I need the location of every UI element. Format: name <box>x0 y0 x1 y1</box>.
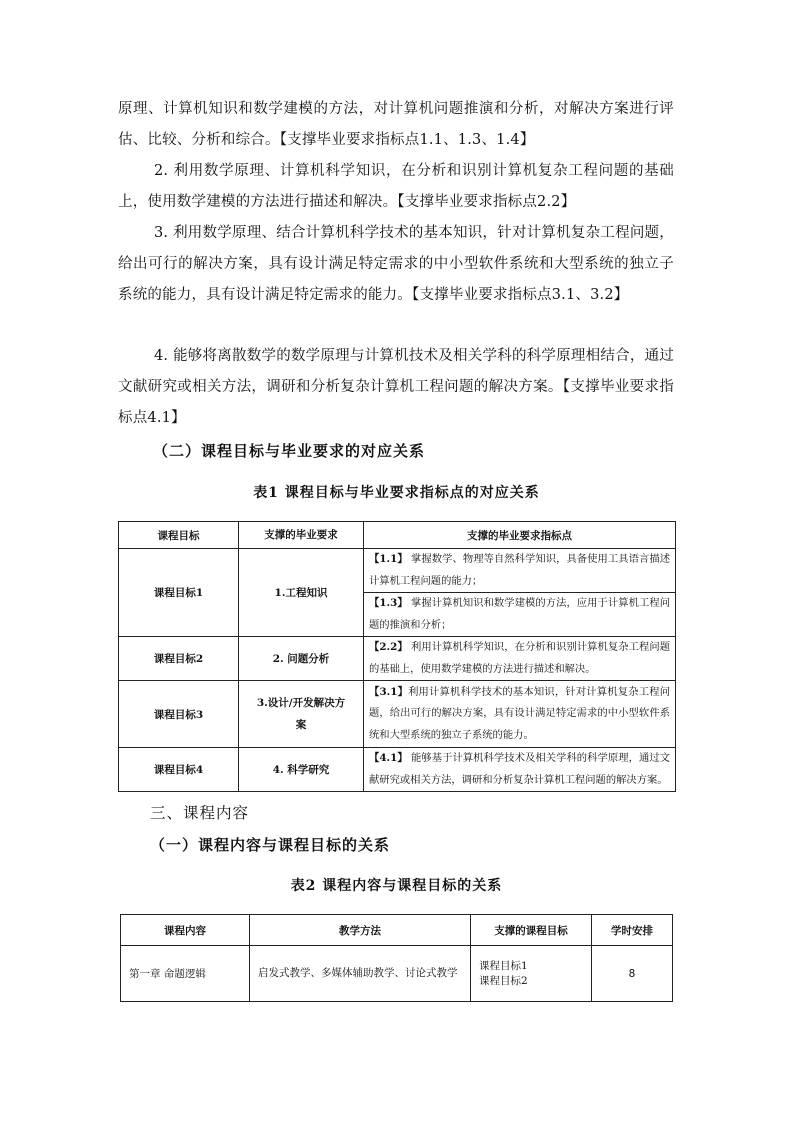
goal-item: 课程目标1 <box>479 959 528 972</box>
table-2 <box>120 914 673 1002</box>
section-heading-2: （二）课程目标与毕业要求的对应关系 <box>153 442 426 460</box>
section-heading-3-1: （一）课程内容与课程目标的关系 <box>150 836 391 854</box>
section-title-3: 三、课程内容 <box>150 804 250 822</box>
point-cell <box>364 748 676 792</box>
goal-cell: 课程目标4 <box>119 748 239 792</box>
point-tag: 【2.2】 <box>369 641 408 653</box>
req-cell: 3.设计/开发解决方案 <box>239 681 364 748</box>
paragraph-3: 4. 能够将离散数学的数学原理与计算机技术及相关学科的科学原理相结合，通过文献研究或相关方法，调研和分析复杂计算机工程问题的解决方案。【支撑毕业要求指标点4.1】 <box>118 348 674 426</box>
point-cell <box>364 637 676 681</box>
table1-header-req: 支撑的毕业要求 <box>239 522 364 549</box>
req-cell: 1.工程知识 <box>239 549 364 637</box>
hours-cell: 8 <box>592 946 673 1002</box>
table2-header-content: 课程内容 <box>121 915 250 946</box>
goal-item: 课程目标2 <box>479 974 528 987</box>
table1-header-points: 支撑的毕业要求指标点 <box>364 522 676 549</box>
paragraph-0: 原理、计算机知识和数学建模的方法，对计算机问题推演和分析，对解决方案进行评估、比较、分析和综合。【支撑毕业要求指标点1.1、1.3、1.4】 <box>118 101 674 148</box>
table-1 <box>118 521 676 792</box>
point-tag: 【3.1】 <box>369 685 409 698</box>
content-cell: 第一章 命题逻辑 <box>121 946 250 1002</box>
point-cell <box>364 549 676 593</box>
paragraph-2: 3. 利用数学原理、结合计算机科学技术的基本知识，针对计算机复杂工程问题，给出可行的解决方案，具有设计满足特定需求的中小型软件系统和大型系统的独立子系统的能力，具有设计满足特定需求的能力。【支撑毕业要求指标点3.1、3.2】 <box>118 225 674 303</box>
method-cell: 启发式教学、多媒体辅助教学、讨论式教学 <box>250 946 471 1002</box>
table-row <box>121 946 673 1002</box>
table-row <box>119 637 676 681</box>
table2-header-hours: 学时安排 <box>592 915 673 946</box>
goal-cell: 课程目标2 <box>119 637 239 681</box>
table1-caption: 表1 课程目标与毕业要求指标点的对应关系 <box>253 485 540 501</box>
table2-header-method: 教学方法 <box>250 915 471 946</box>
point-tag: 【4.1】 <box>369 752 408 764</box>
table2-header-row <box>121 915 673 946</box>
point-text: 掌握数学、物理等自然科学知识，具备使用工具语言描述计算机工程问题的能力； <box>369 553 670 587</box>
paragraph-1: 2. 利用数学原理、计算机科学知识，在分析和识别计算机复杂工程问题的基础上，使用数学建模的方法进行描述和解决。【支撑毕业要求指标点2.2】 <box>118 163 674 210</box>
req-cell: 4. 科学研究 <box>239 748 364 792</box>
point-text: 能够基于计算机科学技术及相关学科的科学原理，通过文献研究或相关方法，调研和分析复杂计算机工程问题的解决方案。 <box>369 752 670 786</box>
table1-header-goal: 课程目标 <box>119 522 239 549</box>
point-text: 利用计算机科学技术的基本知识，针对计算机复杂工程问题，给出可行的解决方案，具有设计满足特定需求的中小型软件系统和大型系统的独立子系统的能力。 <box>369 685 670 741</box>
point-cell <box>364 681 676 748</box>
point-tag: 【1.1】 <box>369 553 408 565</box>
goals-cell <box>471 946 592 1002</box>
point-text: 掌握计算机知识和数学建模的方法，应用于计算机工程问题的推演和分析； <box>369 597 670 631</box>
point-text: 利用计算机科学知识，在分析和识别计算机复杂工程问题的基础上，使用数学建模的方法进行描述和解决。 <box>369 641 670 675</box>
goal-cell: 课程目标3 <box>119 681 239 748</box>
point-cell <box>364 593 676 637</box>
goal-cell: 课程目标1 <box>119 549 239 637</box>
req-cell: 2. 问题分析 <box>239 637 364 681</box>
point-tag: 【1.3】 <box>369 597 408 609</box>
table2-header-goals: 支撑的课程目标 <box>471 915 592 946</box>
table-row <box>119 681 676 748</box>
table-row <box>119 549 676 593</box>
table-row <box>119 748 676 792</box>
table1-header-row <box>119 522 676 549</box>
table2-caption: 表2 课程内容与课程目标的关系 <box>290 878 503 894</box>
